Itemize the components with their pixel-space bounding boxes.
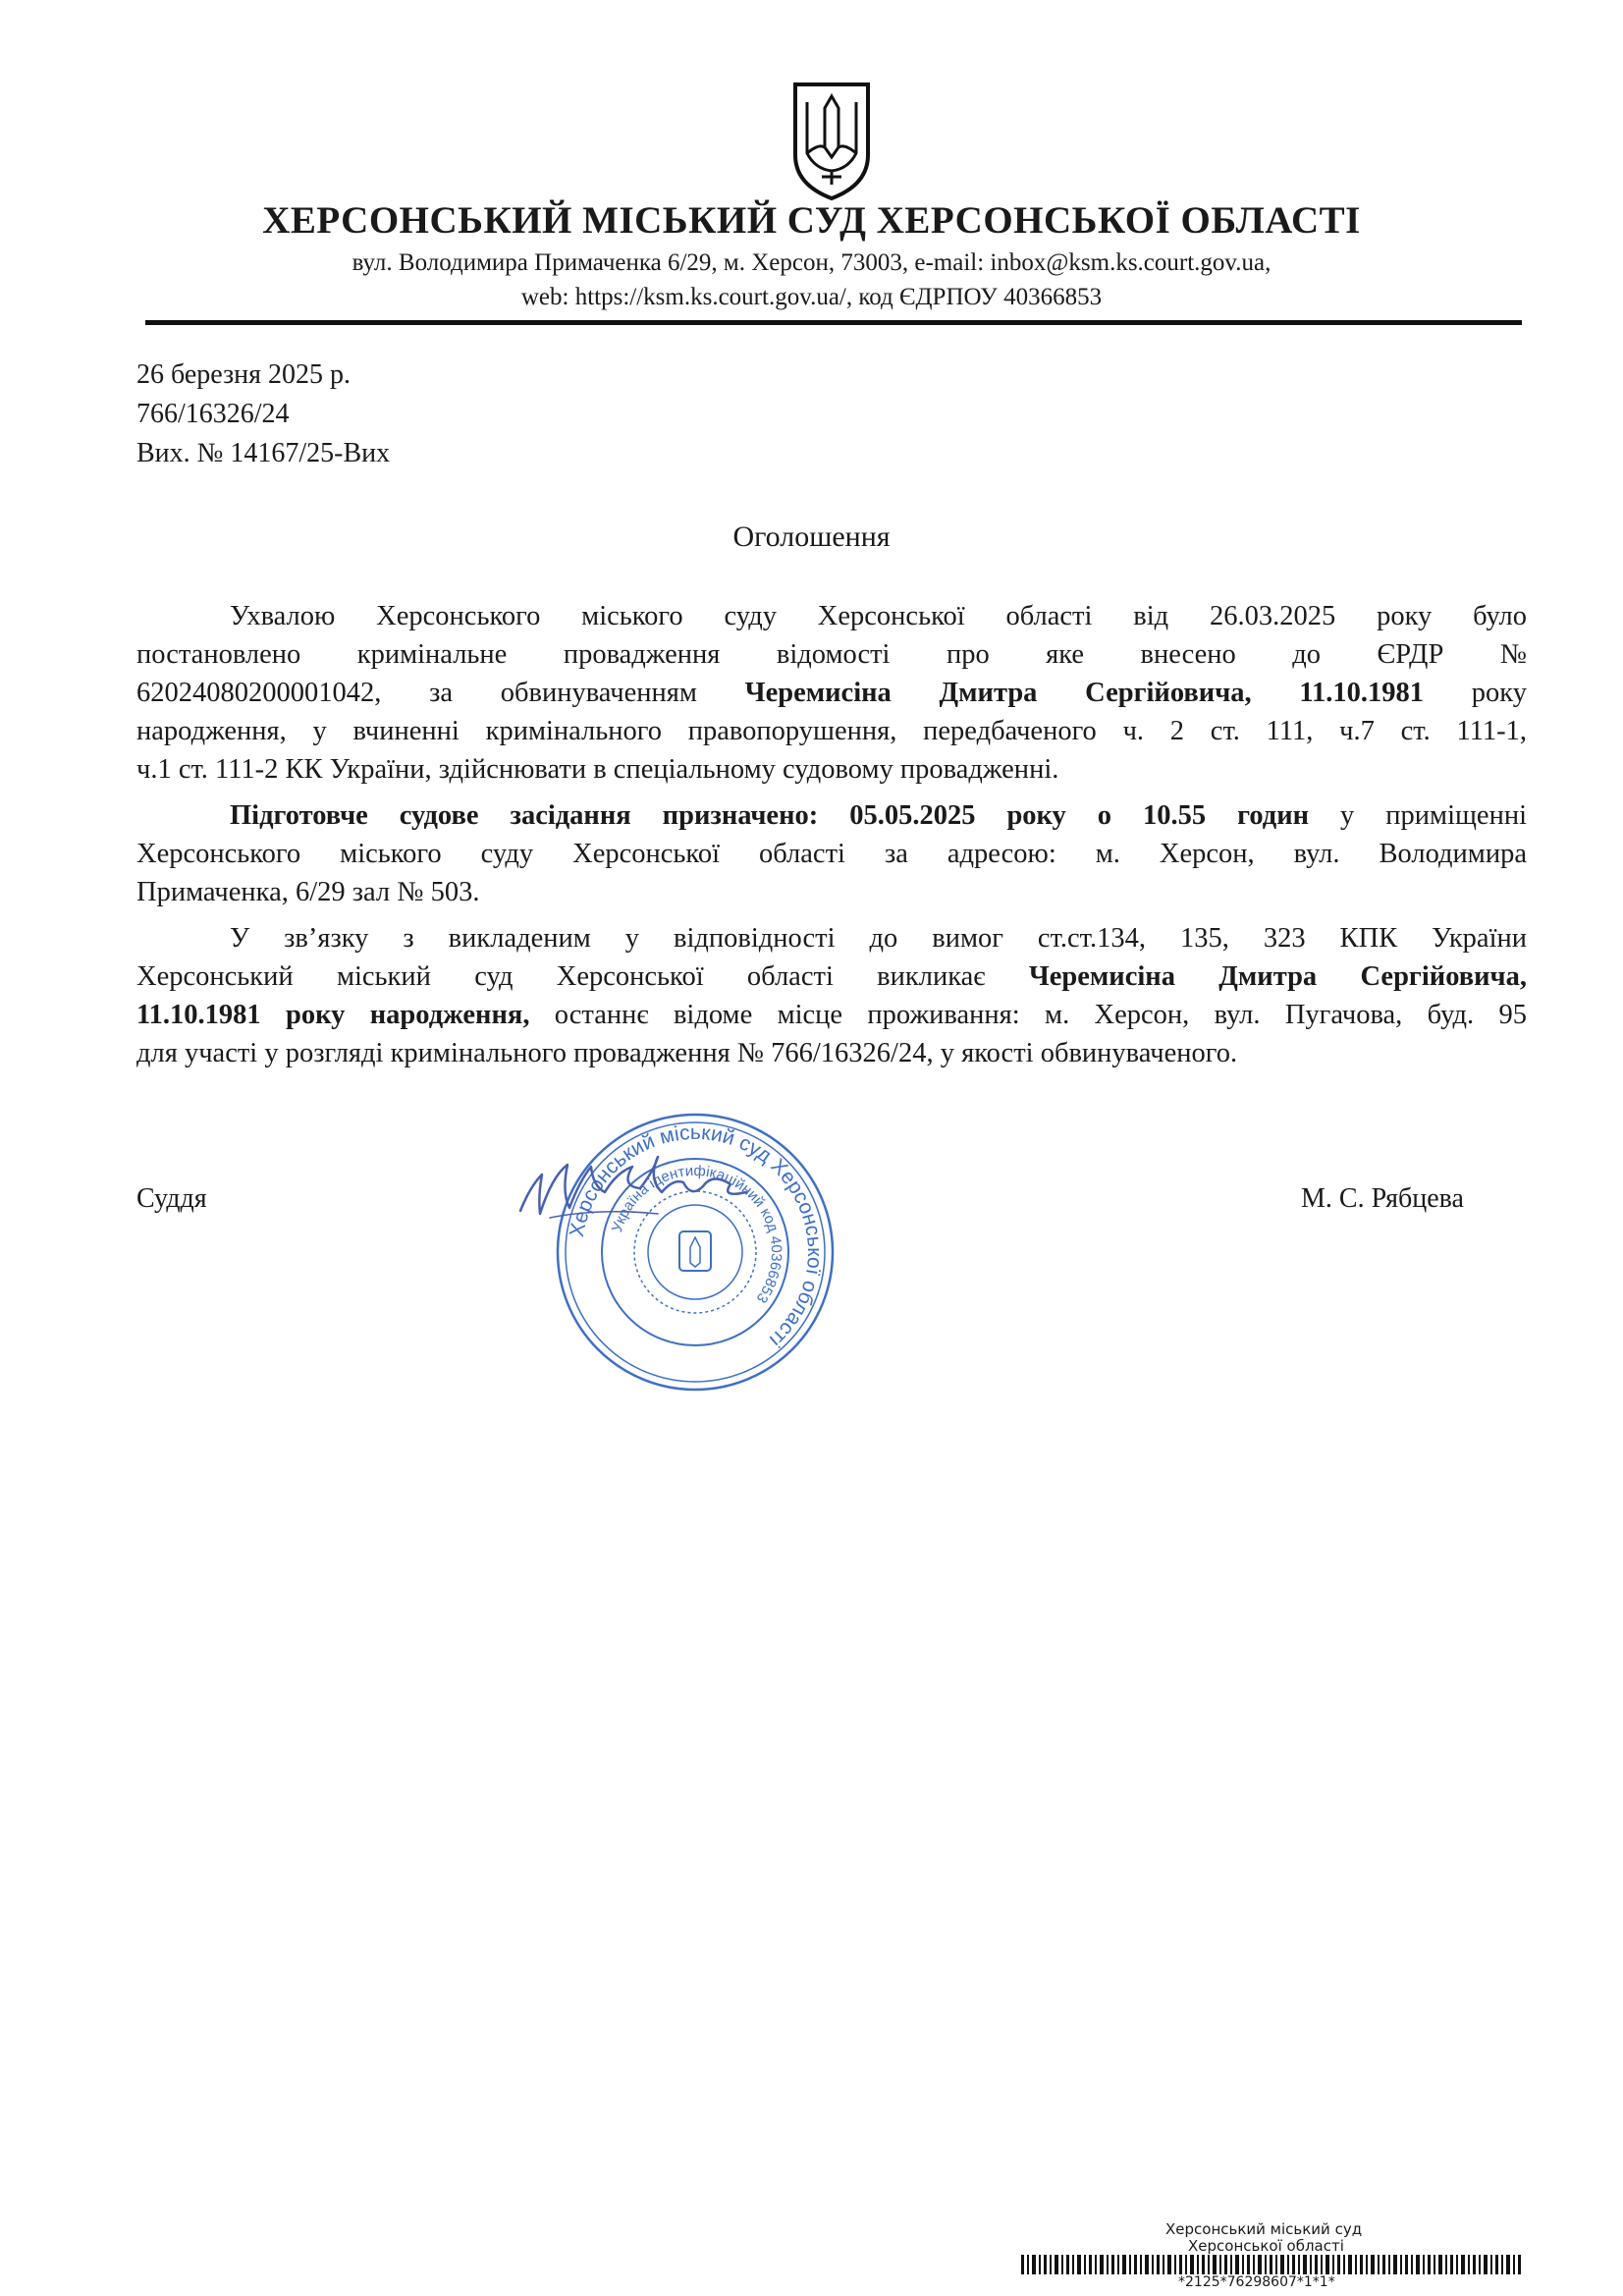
case-number: 766/16326/24: [136, 399, 290, 429]
document-barcode: [1021, 2255, 1524, 2274]
hearing-date: Підготовче судове засідання призначено: 05.05.2025 року о 10.55 годин: [230, 800, 1310, 831]
court-web: web: https://ksm.ks.court.gov.ua/, код ЄДРПОУ 40366853: [520, 284, 1103, 310]
paragraph-1-line-1: Ухвалою Херсонського міського суду Херсонської області від 26.03.2025 року було: [230, 601, 1527, 631]
outgoing-number: Вих. № 14167/25-Вих: [136, 438, 391, 468]
svg-text:Україна ідентифікаційний код 4: Україна ідентифікаційний код 40366853: [608, 1162, 785, 1306]
barcode-text: *2125*76298607*1*1*: [1178, 2274, 1335, 2290]
coat-of-arms-icon: [789, 79, 874, 202]
paragraph-2-line-2: Херсонського міського суду Херсонської області за адресою: м. Херсон, вул. Володимира: [136, 839, 1527, 869]
paragraph-3-line-2: Херсонський міський суд Херсонської області викликає Черемисіна Дмитра Сергійовича,: [136, 961, 1527, 992]
court-name: ХЕРСОНСЬКИЙ МІСЬКИЙ СУД ХЕРСОНСЬКОЇ ОБЛАСТІ: [262, 199, 1361, 242]
document-title: Оголошення: [732, 520, 891, 553]
defendant-birthdate: 11.10.1981 року народження,: [136, 1000, 530, 1030]
paragraph-2-line-3: Примаченка, 6/29 зал № 503.: [136, 877, 480, 907]
judge-name: М. С. Рябцева: [1301, 1183, 1464, 1214]
paragraph-1-line-5: ч.1 ст. 111-2 КК України, здійснювати в спеціальному судовому провадженні.: [136, 754, 1059, 785]
court-address: вул. Володимира Примаченка 6/29, м. Херсон, 73003, e-mail: inbox@ksm.ks.court.gov.ua,: [352, 249, 1271, 276]
paragraph-3-line-3: 11.10.1981 року народження, останнє відоме місце проживання: м. Херсон, вул. Пугачова, буд. 95: [136, 1000, 1527, 1030]
paragraph-3-line-4: для участі у розгляді кримінального провадження № 766/16326/24, у якості обвинуваченого.: [136, 1038, 1238, 1068]
defendant-name: Черемисіна Дмитра Сергійовича,: [1028, 961, 1527, 992]
paragraph-1-line-3: 62024080200001042, за обвинуваченням Черемисіна Дмитра Сергійовича, 11.10.1981 року: [136, 678, 1527, 708]
defendant-name: Черемисіна Дмитра Сергійовича, 11.10.1981: [744, 678, 1425, 708]
header-divider: [145, 320, 1522, 325]
footer-court-line-2: Херсонської області: [1188, 2237, 1344, 2255]
svg-text:Херсонський міський суд Херсон: Херсонський міський суд Херсонської області: [566, 1121, 827, 1352]
paragraph-1-line-4: народження, у вчиненні кримінального правопорушення, передбаченого ч. 2 ст. 111, ч.7 ст. 111-1,: [136, 716, 1527, 746]
signature-role: Суддя: [136, 1183, 207, 1214]
judge-signature: [511, 1127, 766, 1245]
paragraph-1-line-2: постановлено кримінальне провадження відомості про яке внесено до ЄРДР №: [136, 639, 1527, 670]
document-date: 26 березня 2025 р.: [136, 359, 351, 390]
paragraph-2-line-1: Підготовче судове засідання призначено: 05.05.2025 року о 10.55 годин у приміщенні: [230, 800, 1527, 831]
footer-court-line-1: Херсонський міський суд: [1165, 2220, 1363, 2238]
paragraph-3-line-1: У зв’язку з викладеним у відповідності до вимог ст.ст.134, 135, 323 КПК України: [230, 923, 1527, 954]
